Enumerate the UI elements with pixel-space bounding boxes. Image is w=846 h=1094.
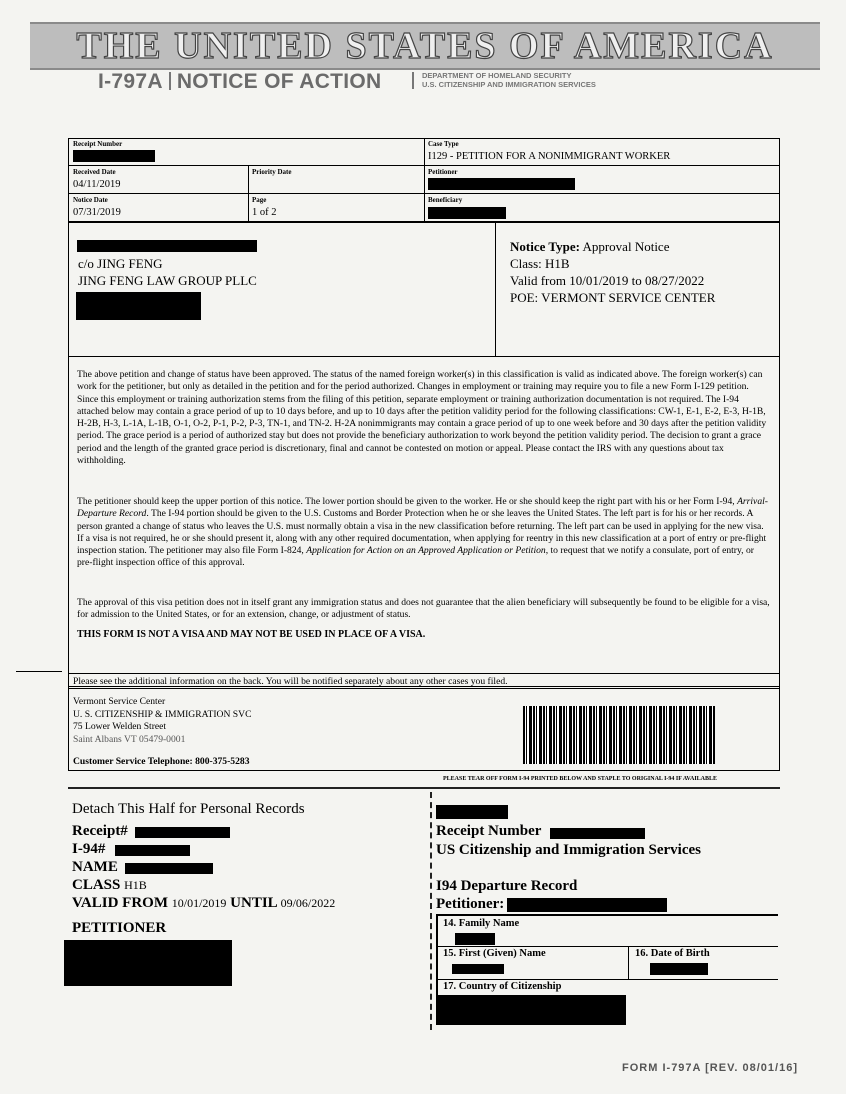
i94-field-line (436, 914, 778, 916)
page-value: 1 of 2 (252, 207, 277, 218)
i94-record-title: I94 Departure Record (436, 878, 578, 894)
received-date-value: 04/11/2019 (73, 179, 121, 190)
petitioner-heading: PETITIONER (72, 920, 167, 936)
redaction (436, 805, 508, 819)
until-value: 09/06/2022 (280, 896, 336, 910)
redaction (436, 995, 626, 1025)
redaction (135, 827, 230, 838)
i94-field-line (436, 946, 778, 947)
given-name-label: 15. First (Given) Name (443, 948, 546, 959)
petitioner-label: Petitioner (428, 168, 458, 176)
barcode (523, 706, 715, 764)
redaction (452, 964, 504, 974)
address-divider (495, 222, 496, 356)
notice-type-label: Notice Type: (510, 239, 580, 254)
notice-date-label: Notice Date (73, 196, 108, 204)
body-paragraph-2 (77, 496, 771, 570)
name-label: NAME (72, 859, 118, 875)
priority-date-label: Priority Date (252, 168, 292, 176)
customer-service-phone: Customer Service Telephone: 800-375-5283 (73, 756, 250, 767)
case-type-label: Case Type (428, 140, 459, 148)
redaction (76, 292, 201, 320)
dob-label: 16. Date of Birth (635, 948, 710, 959)
para2-text: The petitioner should keep the upper portion of this notice. The lower portion should be given to the worker. He or she should keep the right part with his or her Form I-94, (77, 496, 738, 507)
service-center-line: Saint Albans VT 05479-0001 (73, 733, 186, 745)
header-divider (412, 72, 414, 89)
redaction (115, 845, 190, 856)
para2-text: , to request that we notify a consulate, port of entry, or pre-flight inspection office of this approval. (77, 545, 754, 569)
detach-heading: Detach This Half for Personal Records (72, 801, 305, 817)
para2-italic: Arrival-Departure Record (77, 496, 768, 520)
additional-info: Please see the additional information on the back. You will be notified separately about any other cases you filed. (73, 676, 508, 687)
dept-line2: U.S. CITIZENSHIP AND IMMIGRATION SERVICES (422, 79, 596, 89)
redaction (73, 150, 155, 162)
tear-line (68, 787, 780, 789)
case-type-value: I129 - PETITION FOR A NONIMMIGRANT WORKER (428, 151, 671, 162)
until-label: UNTIL (230, 895, 277, 911)
service-center-line: U. S. CITIZENSHIP & IMMIGRATION SVC (73, 708, 252, 720)
validity-row (72, 895, 335, 912)
tear-line-vertical (430, 792, 432, 1030)
class-label: CLASS (72, 877, 121, 893)
beneficiary-label: Beneficiary (428, 196, 463, 204)
form-title-text: NOTICE OF ACTION (176, 70, 382, 93)
info-divider (68, 688, 780, 689)
class-line: Class: H1B (510, 256, 570, 271)
service-center-line: Vermont Service Center (73, 696, 166, 707)
redaction (64, 940, 232, 986)
form-title (98, 70, 382, 94)
redaction (507, 898, 667, 912)
redaction (428, 178, 575, 190)
table-divider (424, 138, 425, 222)
service-center-line: 75 Lower Welden Street (73, 721, 167, 732)
dept-line1: DEPARTMENT OF HOMELAND SECURITY (422, 71, 572, 80)
redaction (455, 933, 495, 945)
i94-label: I-94# (72, 841, 106, 857)
valid-from-value: 10/01/2019 (171, 896, 227, 910)
address-line1: c/o JING FENG (78, 256, 163, 271)
table-divider (248, 165, 249, 222)
form-code: I-797A (98, 70, 163, 93)
class-row (72, 877, 147, 894)
poe-line: POE: VERMONT SERVICE CENTER (510, 290, 716, 305)
receipt-label: Receipt# (72, 823, 128, 839)
redaction (550, 828, 645, 839)
i94-field-divider (628, 946, 629, 980)
visa-warning: THIS FORM IS NOT A VISA AND MAY NOT BE USED IN PLACE OF A VISA. (77, 629, 426, 640)
redaction (428, 207, 506, 219)
body-paragraph-1: The above petition and change of status have been approved. The status of the named foreign worker(s) in this classification is valid as indicated above. The foreign worker(s) can work for the petitioner, but only as detailed in the petition and for the period authorized. Changes in employment or training may require you to file a new Form I-129 petition. Since this employment or training authorization stems from the filing of this petition, separate employment or training authorization documentation is not required. The I-94 attached below may contain a grace period of up to 10 days before, and up to 10 days after the petition validity period for the following classifications: CW-1, E-1, E-2, E-3, H-1B, H-2B, H-3, L-1A, L-1B, O-1, O-2, P-1, P-2, P-3, TN-1, and TN-2. H-2A nonimmigrants may contain a grace period of up to one week before and 30 days after the petition validity period. The grace period is a period of authorized stay but does not provide the beneficiary authorization to work beyond the petition validity period. The decision to grant a grace period and the length of the granted grace period is discretionary, final and cannot be contested on motion or appeal. Please contact the IRS with any questions about tax withholding. (77, 369, 767, 467)
receipt-number-label: Receipt Number (73, 140, 123, 148)
received-date-label: Received Date (73, 168, 116, 176)
header-banner (30, 22, 820, 70)
service-center-address (73, 696, 251, 746)
para2-italic: Application for Action on an Approved Application or Petition (306, 545, 546, 557)
redaction (125, 863, 213, 874)
i94-field-line (436, 979, 778, 980)
page-label: Page (252, 196, 267, 204)
form-revision: FORM I-797A [REV. 08/01/16] (622, 1062, 798, 1074)
redaction (77, 240, 257, 252)
valid-line: Valid from 10/01/2019 to 08/27/2022 (510, 273, 705, 288)
class-value: H1B (124, 878, 147, 892)
family-name-label: 14. Family Name (443, 918, 520, 929)
redaction (650, 963, 708, 975)
notice-date-value: 07/31/2019 (73, 207, 121, 218)
agency-name (422, 72, 596, 89)
banner-text: THE UNITED STATES OF AMERICA (76, 25, 774, 67)
i94-receipt-label: Receipt Number (436, 823, 542, 839)
address-line2: JING FENG LAW GROUP PLLC (78, 273, 257, 288)
fold-mark (16, 671, 62, 672)
body-paragraph-3: The approval of this visa petition does not in itself grant any immigration status and does not guarantee that the alien beneficiary will subsequently be found to be eligible for a visa, for admission to the United States, or for an extension, change, or adjustment of status. (77, 597, 770, 621)
i94-petitioner-label: Petitioner: (436, 896, 505, 912)
notice-type-value: Approval Notice (582, 239, 670, 254)
i94-agency: US Citizenship and Immigration Services (436, 842, 702, 858)
tear-off-note: PLEASE TEAR OFF FORM I-94 PRINTED BELOW AND STAPLE TO ORIGINAL I-94 IF AVAILABLE (443, 776, 718, 782)
notice-type (510, 238, 715, 306)
para2-text: . The I-94 portion should be given to the U.S. Customs and Border Protection when he or she leaves the United States. The left part is for his or her records. A person granted a change of status who leaves the U.S. must normally obtain a visa in the new classification before returning. The left part can be used in applying for the new visa. If a visa is not required, he or she should present it, along with any other required documentation, when applying for reentry in this new classification at a port of entry or pre-flight inspection station. The petitioner may also file Form I-824, (77, 508, 767, 557)
body-divider (68, 356, 780, 357)
citizenship-label: 17. Country of Citizenship (443, 981, 562, 992)
valid-from-label: VALID FROM (72, 895, 168, 911)
